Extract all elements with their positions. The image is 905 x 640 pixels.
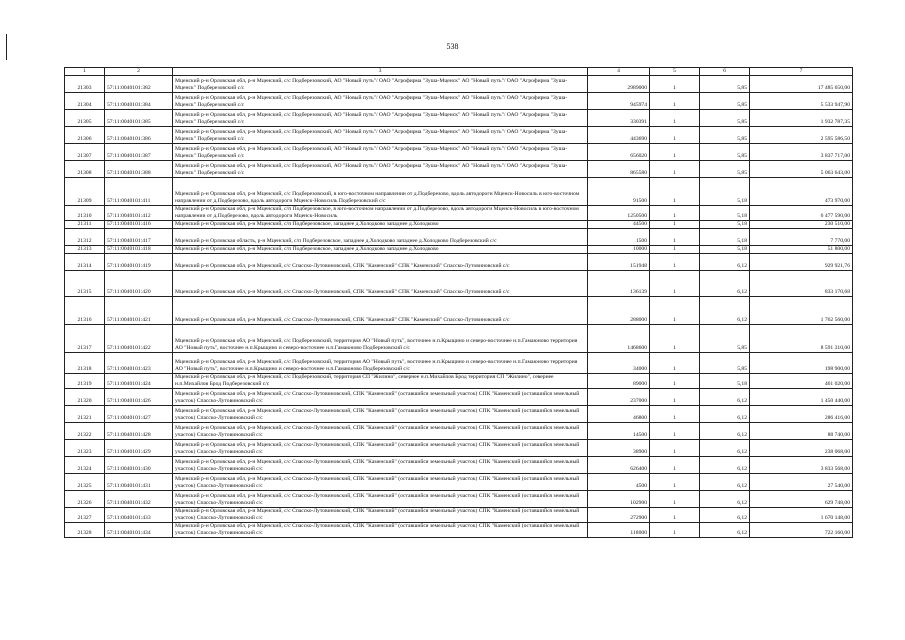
coefficient-value: 1 (650, 491, 700, 508)
table-row (65, 144, 853, 161)
coefficient-value: 1 (650, 353, 700, 374)
cadastral-value: 7 770,00 (750, 229, 853, 246)
cadastral-value: 230 510,00 (750, 221, 853, 229)
cadastral-value: 1 762 560,00 (750, 297, 853, 325)
rate-value: 5,18 (700, 229, 750, 246)
area-value: 151948 (588, 254, 650, 271)
row-number: 21325 (65, 474, 105, 491)
coefficient-value: 1 (650, 474, 700, 491)
area-value: 1500 (588, 229, 650, 246)
table-row (65, 254, 853, 271)
row-number: 21328 (65, 523, 105, 538)
area-value: 288000 (588, 297, 650, 325)
coefficient-value: 1 (650, 246, 700, 254)
table-row (65, 178, 853, 206)
land-register-table (64, 67, 853, 538)
rate-value: 6,12 (700, 523, 750, 538)
rate-value: 6,12 (700, 440, 750, 457)
area-value: 272900 (588, 508, 650, 523)
location-description: Мценский р-н Орловская обл, р-н Мценский, с/с Спасско-Лутовиновский, СПК "Каменский" (оставшийся земельный участок) СПК "Каменский (оставшийся земельный участок) Спасско-Лутовиновский с/с (173, 474, 588, 491)
location-description: Мценский р-н Орловская обл, р-н Мценский, с/с Спасско-Лутовиновский, СПК "Каменский" СПК "Каменский" Спасско-Лутовиновский с/с (173, 254, 588, 271)
rate-value: 6,12 (700, 474, 750, 491)
area-value: 330391 (588, 110, 650, 127)
row-number: 21320 (65, 389, 105, 406)
area-value: 656020 (588, 144, 650, 161)
coefficient-value: 1 (650, 271, 700, 297)
location-description: Мценский р-н Орловская обл, р-н Мценский, с/с Подберезовский, в юго-восточном направлении от д.Подберезово, вдоль автодороги Мценск-Новосиль в юго-восточном направлении от д.Подберезово, вдоль автодороги Мценск-Новосиль Подберезовский с/с (173, 178, 588, 206)
cadastral-value: 6 477 590,00 (750, 206, 853, 221)
cadastral-value: 2 595 586,50 (750, 127, 853, 144)
area-value: 34000 (588, 353, 650, 374)
coefficient-value: 1 (650, 423, 700, 440)
rate-value: 5,85 (700, 161, 750, 178)
cadastral-value: 833 170,68 (750, 271, 853, 297)
location-description: Мценский р-н Орловская обл, р-н Мценский, с/с Спасско-Лутовиновский, СПК "Каменский" (оставшийся земельный участок) СПК "Каменский (оставшийся земельный участок) Спасско-Лутовиновский с/с (173, 389, 588, 406)
coefficient-value: 1 (650, 254, 700, 271)
table-row (65, 423, 853, 440)
table-row (65, 229, 853, 246)
table-row (65, 389, 853, 406)
cadastral-value: 5 533 947,90 (750, 93, 853, 110)
area-value: 2989000 (588, 76, 650, 93)
table-row (65, 206, 853, 221)
table-row (65, 457, 853, 474)
row-number: 21313 (65, 246, 105, 254)
rate-value: 6,12 (700, 406, 750, 423)
cadastral-number: 57:11:0040101:418 (105, 246, 173, 254)
cadastral-number: 57:11:0040101:424 (105, 374, 173, 389)
location-description: Мценский р-н Орловская обл, р-н Мценский, с/п Подберезовское, западнее д.Холодково западнее д.Холодково (173, 246, 588, 254)
cadastral-number: 57:11:0040101:420 (105, 271, 173, 297)
rate-value: 5,18 (700, 246, 750, 254)
coefficient-value: 1 (650, 325, 700, 353)
rate-value: 5,85 (700, 325, 750, 353)
location-description: Мценский р-н Орловская обл, р-н Мценский, с/с Спасско-Лутовиновский, СПК "Каменский" (оставшийся земельный участок) СПК "Каменский (оставшийся земельный участок) Спасско-Лутовиновский с/с (173, 523, 588, 538)
coefficient-value: 1 (650, 406, 700, 423)
row-number: 21315 (65, 271, 105, 297)
location-description: Мценский р-н Орловская обл, р-н Мценский, с/с Подберезовский, территория АО "Новый путь", восточнее н.п.Крыщино и северо-восточнее н.п.Гамаюново территория АО "Новый путь", восточнее н.п.Крыщино и северо-восточнее н.п.Гамаюново Подберезовский с/с (173, 325, 588, 353)
cadastral-number: 57:11:0040101:433 (105, 508, 173, 523)
table-row (65, 271, 853, 297)
coefficient-value: 1 (650, 523, 700, 538)
cadastral-number: 57:11:0040101:384 (105, 93, 173, 110)
cadastral-number: 57:11:0040101:387 (105, 144, 173, 161)
location-description: Мценский р-н Орловская обл, р-н Мценский, с/с Подберезовский, территория СП "Жилино", севернее н.п.Михайлов Брод территория СП "Жилино", севернее н.п.Михайлов Брод Подберезовский с/с (173, 374, 588, 389)
cadastral-value: 3 833 568,00 (750, 457, 853, 474)
cadastral-number: 57:11:0040101:416 (105, 221, 173, 229)
cadastral-value: 929 921,76 (750, 254, 853, 271)
cadastral-value: 3 837 717,00 (750, 144, 853, 161)
table-row (65, 406, 853, 423)
location-description: Мценский р-н Орловская обл, р-н Мценский, с/с Спасско-Лутовиновский, СПК "Каменский" (оставшийся земельный участок) СПК "Каменский (оставшийся земельный участок) Спасско-Лутовиновский с/с (173, 423, 588, 440)
location-description: Мценский р-н Орловская область, р-н Мценский, с/п Подберезовское, западнее д.Холодково западнее д.Холодково Подберезовский с/с (173, 229, 588, 246)
rate-value: 6,12 (700, 508, 750, 523)
cadastral-number: 57:11:0040101:423 (105, 353, 173, 374)
table-row (65, 221, 853, 229)
coefficient-value: 1 (650, 144, 700, 161)
coefficient-value: 1 (650, 110, 700, 127)
column-header: 7 (750, 68, 853, 76)
rate-value: 5,85 (700, 110, 750, 127)
area-value: 865580 (588, 161, 650, 178)
column-header: 5 (650, 68, 700, 76)
row-number: 21314 (65, 254, 105, 271)
cadastral-number: 57:11:0040101:411 (105, 178, 173, 206)
cadastral-number: 57:11:0040101:421 (105, 297, 173, 325)
coefficient-value: 1 (650, 457, 700, 474)
location-description: Мценский р-н Орловская обл, р-н Мценский, с/с Подберезовский, АО "Новый путь"/ ОАО "Агрофирма "Зуша-Мценск" АО "Новый путь"/ ОАО "Агрофирма "Зуша-Мценск" Подберезовский с/с (173, 110, 588, 127)
rate-value: 6,12 (700, 423, 750, 440)
row-number: 21312 (65, 229, 105, 246)
area-value: 1250500 (588, 206, 650, 221)
row-number: 21319 (65, 374, 105, 389)
cadastral-number: 57:11:0040101:417 (105, 229, 173, 246)
cadastral-number: 57:11:0040101:382 (105, 76, 173, 93)
cadastral-number: 57:11:0040101:385 (105, 110, 173, 127)
cadastral-value: 238 068,00 (750, 440, 853, 457)
row-number: 21310 (65, 206, 105, 221)
row-number: 21306 (65, 127, 105, 144)
cadastral-number: 57:11:0040101:388 (105, 161, 173, 178)
cadastral-value: 198 900,00 (750, 353, 853, 374)
coefficient-value: 1 (650, 161, 700, 178)
cadastral-value: 722 160,00 (750, 523, 853, 538)
cadastral-value: 5 063 643,00 (750, 161, 853, 178)
table-row (65, 523, 853, 538)
table-row (65, 491, 853, 508)
column-header: 1 (65, 68, 105, 76)
table-row (65, 93, 853, 110)
cadastral-value: 88 740,00 (750, 423, 853, 440)
location-description: Мценский р-н Орловская обл, р-н Мценский, с/с Спасско-Лутовиновский, СПК "Каменский" СПК "Каменский" Спасско-Лутовиновский с/с (173, 297, 588, 325)
table-row (65, 374, 853, 389)
column-header: 2 (105, 68, 173, 76)
row-number: 21323 (65, 440, 105, 457)
location-description: Мценский р-н Орловская обл, р-н Мценский, с/с Подберезовский, территория АО "Новый путь", восточнее н.п.Крыщино и северо-восточнее н.п.Гамаюново территория АО "Новый путь", восточнее н.п.Крыщино и северо-восточнее н.п.Гамаюново Подберезовский с/с (173, 353, 588, 374)
table-row (65, 508, 853, 523)
location-description: Мценский р-н Орловская обл, р-н Мценский, с/с Спасско-Лутовиновский, СПК "Каменский" СПК "Каменский" Спасско-Лутовиновский с/с (173, 271, 588, 297)
location-description: Мценский р-н Орловская обл, р-н Мценский, с/с Подберезовский, АО "Новый путь"/ ОАО "Агрофирма "Зуша-Мценск" АО "Новый путь"/ ОАО "Агрофирма "Зуша-Мценск" Подберезовский с/с (173, 161, 588, 178)
table-body (65, 76, 853, 538)
area-value: 1468600 (588, 325, 650, 353)
page-number: 538 (446, 42, 459, 51)
cadastral-value: 629 748,00 (750, 491, 853, 508)
cadastral-value: 1 670 148,00 (750, 508, 853, 523)
table-row (65, 161, 853, 178)
column-header: 6 (700, 68, 750, 76)
location-description: Мценский р-н Орловская обл, р-н Мценский, с/с Подберезовский, АО "Новый путь"/ ОАО "Агрофирма "Зуша-Мценск" АО "Новый путь"/ ОАО "Агрофирма "Зуша-Мценск" Подберезовский с/с (173, 76, 588, 93)
row-number: 21318 (65, 353, 105, 374)
location-description: Мценский р-н Орловская обл, р-н Мценский, с/п Подберезовское, в юго-восточном направлении от д.Подберезово, вдоль автодороги Мценск-Новосиль в юго-восточном направлении от д.Подберезово, вдоль автодороги Мценск-Новосиль (173, 206, 588, 221)
coefficient-value: 1 (650, 508, 700, 523)
coefficient-value: 1 (650, 93, 700, 110)
cadastral-number: 57:11:0040101:419 (105, 254, 173, 271)
location-description: Мценский р-н Орловская обл, р-н Мценский, с/с Спасско-Лутовиновский, СПК "Каменский" (оставшийся земельный участок) СПК "Каменский (оставшийся земельный участок) Спасско-Лутовиновский с/с (173, 440, 588, 457)
rate-value: 5,18 (700, 178, 750, 206)
area-value: 38900 (588, 440, 650, 457)
area-value: 14500 (588, 423, 650, 440)
rate-value: 5,85 (700, 93, 750, 110)
row-number: 21322 (65, 423, 105, 440)
rate-value: 5,18 (700, 374, 750, 389)
row-number: 21324 (65, 457, 105, 474)
table-row (65, 440, 853, 457)
cadastral-number: 57:11:0040101:412 (105, 206, 173, 221)
cadastral-number: 57:11:0040101:426 (105, 389, 173, 406)
rate-value: 6,12 (700, 491, 750, 508)
row-number: 21307 (65, 144, 105, 161)
table-row (65, 246, 853, 254)
row-number: 21309 (65, 178, 105, 206)
rate-value: 6,12 (700, 389, 750, 406)
row-number: 21304 (65, 93, 105, 110)
cadastral-number: 57:11:0040101:422 (105, 325, 173, 353)
area-value: 626400 (588, 457, 650, 474)
rate-value: 5,85 (700, 127, 750, 144)
area-value: 10000 (588, 246, 650, 254)
row-number: 21303 (65, 76, 105, 93)
area-value: 945974 (588, 93, 650, 110)
rate-value: 6,12 (700, 457, 750, 474)
row-number: 21308 (65, 161, 105, 178)
row-number: 21311 (65, 221, 105, 229)
rate-value: 5,85 (700, 76, 750, 93)
location-description: Мценский р-н Орловская обл, р-н Мценский, с/с Спасско-Лутовиновский, СПК "Каменский" (оставшийся земельный участок) СПК "Каменский (оставшийся земельный участок) Спасско-Лутовиновский с/с (173, 491, 588, 508)
location-description: Мценский р-н Орловская обл, р-н Мценский, с/с Спасско-Лутовиновский, СПК "Каменский" (оставшийся земельный участок) СПК "Каменский (оставшийся земельный участок) Спасско-Лутовиновский с/с (173, 457, 588, 474)
area-value: 89000 (588, 374, 650, 389)
coefficient-value: 1 (650, 389, 700, 406)
area-value: 44500 (588, 221, 650, 229)
table-row (65, 297, 853, 325)
cadastral-number: 57:11:0040101:428 (105, 423, 173, 440)
area-value: 4500 (588, 474, 650, 491)
cadastral-value: 1 450 440,00 (750, 389, 853, 406)
area-value: 443690 (588, 127, 650, 144)
cadastral-value: 286 416,00 (750, 406, 853, 423)
cadastral-value: 51 800,00 (750, 246, 853, 254)
cadastral-number: 57:11:0040101:386 (105, 127, 173, 144)
table-row (65, 353, 853, 374)
table-row (65, 76, 853, 93)
cadastral-value: 27 540,00 (750, 474, 853, 491)
area-value: 136139 (588, 271, 650, 297)
location-description: Мценский р-н Орловская обл, р-н Мценский, с/с Подберезовский, АО "Новый путь"/ ОАО "Агрофирма "Зуша-Мценск" АО "Новый путь"/ ОАО "Агрофирма "Зуша-Мценск" Подберезовский с/с (173, 127, 588, 144)
row-number: 21305 (65, 110, 105, 127)
area-value: 237000 (588, 389, 650, 406)
row-number: 21326 (65, 491, 105, 508)
location-description: Мценский р-н Орловская обл, р-н Мценский, с/п Подберезовское, западнее д.Холодково западнее д.Холодково (173, 221, 588, 229)
cadastral-value: 17 485 650,00 (750, 76, 853, 93)
cadastral-number: 57:11:0040101:434 (105, 523, 173, 538)
location-description: Мценский р-н Орловская обл, р-н Мценский, с/с Подберезовский, АО "Новый путь"/ ОАО "Агрофирма "Зуша-Мценск" АО "Новый путь"/ ОАО "Агрофирма "Зуша-Мценск" Подберезовский с/с (173, 144, 588, 161)
cadastral-number: 57:11:0040101:427 (105, 406, 173, 423)
table-row (65, 325, 853, 353)
coefficient-value: 1 (650, 374, 700, 389)
cadastral-number: 57:11:0040101:431 (105, 474, 173, 491)
coefficient-value: 1 (650, 229, 700, 246)
cadastral-value: 1 932 787,35 (750, 110, 853, 127)
coefficient-value: 1 (650, 297, 700, 325)
area-value: 46800 (588, 406, 650, 423)
rate-value: 6,12 (700, 271, 750, 297)
coefficient-value: 1 (650, 178, 700, 206)
location-description: Мценский р-н Орловская обл, р-н Мценский, с/с Спасско-Лутовиновский, СПК "Каменский" (оставшийся земельный участок) СПК "Каменский (оставшийся земельный участок) Спасско-Лутовиновский с/с (173, 406, 588, 423)
column-header: 4 (588, 68, 650, 76)
location-description: Мценский р-н Орловская обл, р-н Мценский, с/с Подберезовский, АО "Новый путь"/ ОАО "Агрофирма "Зуша-Мценск" АО "Новый путь"/ ОАО "Агрофирма "Зуша-Мценск" Подберезовский с/с (173, 93, 588, 110)
cadastral-value: 8 591 310,00 (750, 325, 853, 353)
rate-value: 6,12 (700, 254, 750, 271)
rate-value: 5,85 (700, 144, 750, 161)
rate-value: 5,85 (700, 353, 750, 374)
table-row (65, 110, 853, 127)
cadastral-number: 57:11:0040101:429 (105, 440, 173, 457)
area-value: 102900 (588, 491, 650, 508)
coefficient-value: 1 (650, 76, 700, 93)
coefficient-value: 1 (650, 221, 700, 229)
table-row (65, 127, 853, 144)
area-value: 118000 (588, 523, 650, 538)
rate-value: 5,18 (700, 221, 750, 229)
area-value: 91500 (588, 178, 650, 206)
cadastral-number: 57:11:0040101:430 (105, 457, 173, 474)
column-header: 3 (173, 68, 588, 76)
coefficient-value: 1 (650, 206, 700, 221)
coefficient-value: 1 (650, 127, 700, 144)
cadastral-value: 461 020,00 (750, 374, 853, 389)
column-number-row (65, 68, 853, 76)
coefficient-value: 1 (650, 440, 700, 457)
row-number: 21316 (65, 297, 105, 325)
cadastral-value: 473 970,00 (750, 178, 853, 206)
row-number: 21327 (65, 508, 105, 523)
rate-value: 6,12 (700, 297, 750, 325)
location-description: Мценский р-н Орловская обл, р-н Мценский, с/с Спасско-Лутовиновский, СПК "Каменский" (оставшийся земельный участок) СПК "Каменский (оставшийся земельный участок) Спасско-Лутовиновский с/с (173, 508, 588, 523)
row-number: 21321 (65, 406, 105, 423)
cadastral-number: 57:11:0040101:432 (105, 491, 173, 508)
row-number: 21317 (65, 325, 105, 353)
rate-value: 5,18 (700, 206, 750, 221)
table-row (65, 474, 853, 491)
